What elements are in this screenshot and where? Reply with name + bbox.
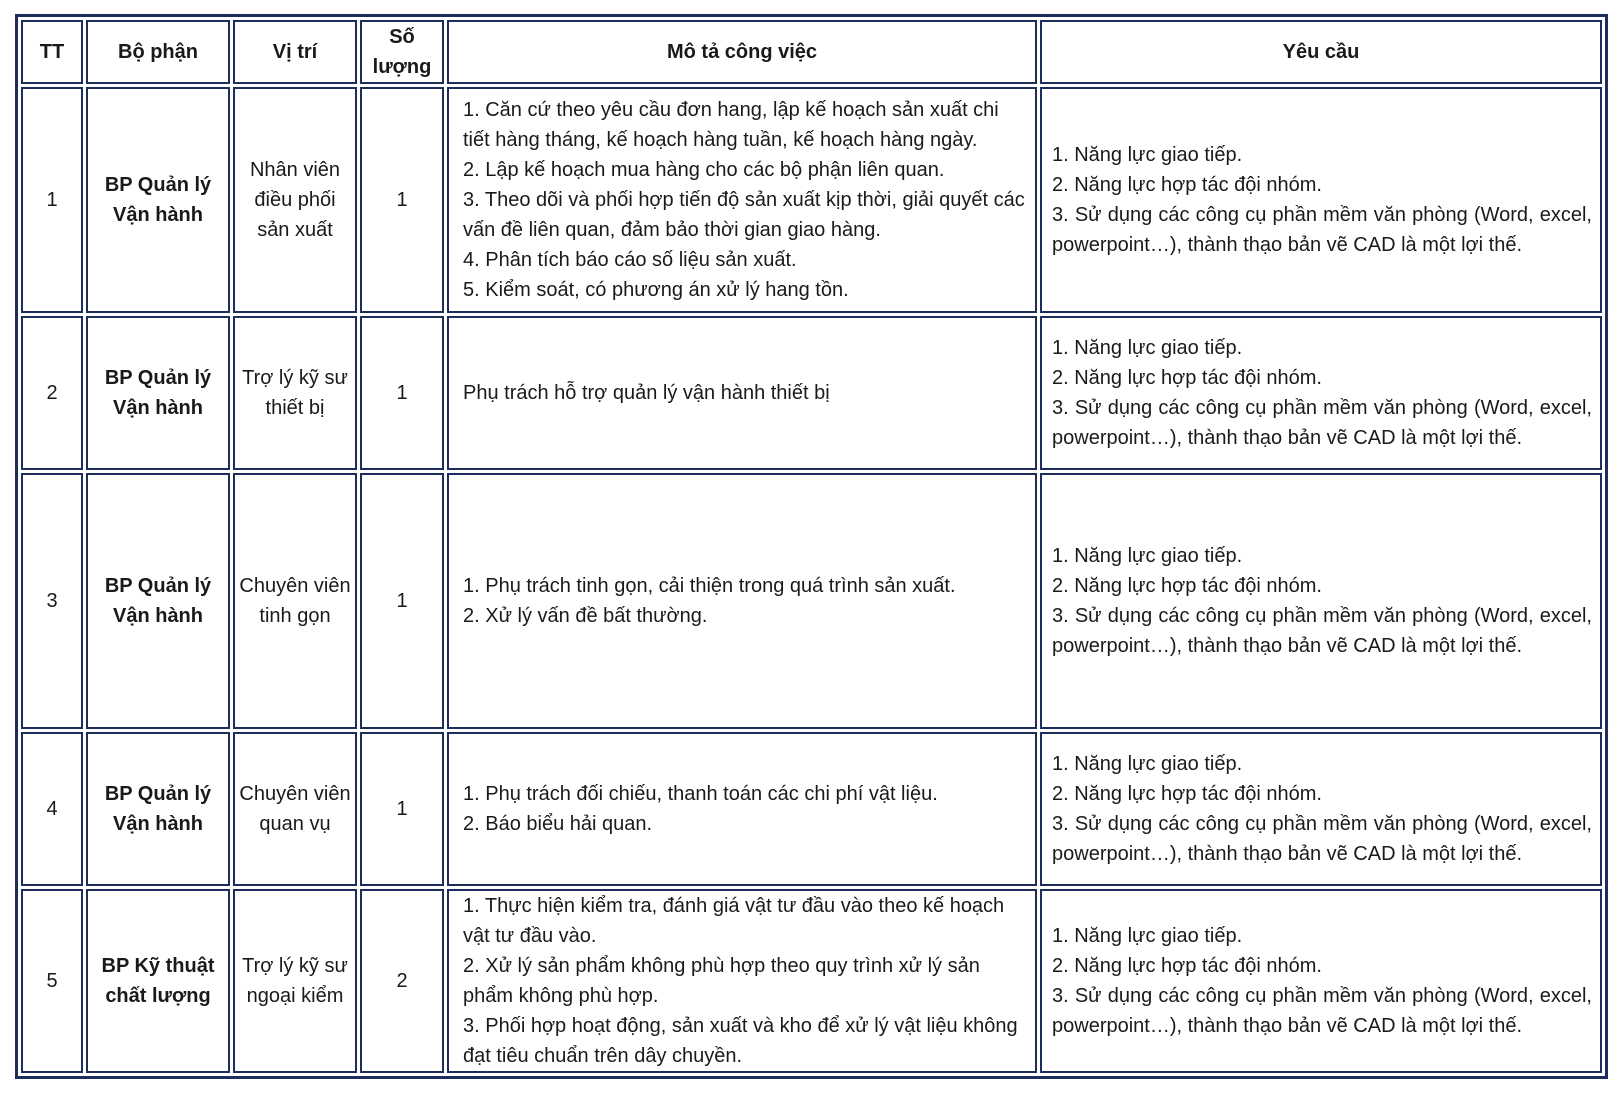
row-requirements bbox=[1040, 316, 1602, 470]
header-requirements: Yêu cầu bbox=[1040, 20, 1602, 84]
row-tt: 5 bbox=[21, 889, 83, 1073]
row-description bbox=[447, 87, 1037, 313]
requirement-line: 3. Sử dụng các công cụ phần mềm văn phòng (Word, excel, powerpoint…), thành thạo bản vẽ CAD là một lợi thế. bbox=[1052, 204, 1592, 256]
description-line: 2. Xử lý sản phẩm không phù hợp theo quy trình xử lý sản phẩm không phù hợp. bbox=[463, 955, 980, 1007]
row-position: Chuyên viên quan vụ bbox=[233, 732, 357, 886]
description-line: 1. Phụ trách đối chiếu, thanh toán các chi phí vật liệu. bbox=[463, 783, 938, 805]
row-description bbox=[447, 889, 1037, 1073]
row-tt: 1 bbox=[21, 87, 83, 313]
row-position: Chuyên viên tinh gọn bbox=[233, 473, 357, 729]
requirement-line: 2. Năng lực hợp tác đội nhóm. bbox=[1052, 955, 1322, 977]
requirement-line: 1. Năng lực giao tiếp. bbox=[1052, 337, 1243, 359]
requirement-line: 3. Sử dụng các công cụ phần mềm văn phòng (Word, excel, powerpoint…), thành thạo bản vẽ CAD là một lợi thế. bbox=[1052, 605, 1592, 657]
row-quantity: 1 bbox=[360, 473, 444, 729]
description-line: 2. Lập kế hoạch mua hàng cho các bộ phận liên quan. bbox=[463, 159, 945, 181]
job-table-container bbox=[15, 14, 1605, 1079]
description-line: 3. Theo dõi và phối hợp tiến độ sản xuất kịp thời, giải quyết các vấn đề liên quan, đảm bảo thời gian giao hàng. bbox=[463, 189, 1025, 241]
requirement-line: 2. Năng lực hợp tác đội nhóm. bbox=[1052, 174, 1322, 196]
requirement-line: 1. Năng lực giao tiếp. bbox=[1052, 925, 1243, 947]
requirement-line: 3. Sử dụng các công cụ phần mềm văn phòng (Word, excel, powerpoint…), thành thạo bản vẽ CAD là một lợi thế. bbox=[1052, 397, 1592, 449]
description-line: 1. Căn cứ theo yêu cầu đơn hang, lập kế hoạch sản xuất chi tiết hàng tháng, kế hoạch hàng tuần, kế hoạch hàng ngày. bbox=[463, 99, 999, 151]
description-line: 1. Phụ trách tinh gọn, cải thiện trong quá trình sản xuất. bbox=[463, 575, 956, 597]
row-department: BP Kỹ thuật chất lượng bbox=[86, 889, 230, 1073]
row-description bbox=[447, 316, 1037, 470]
description-line: 3. Phối hợp hoạt động, sản xuất và kho để xử lý vật liệu không đạt tiêu chuẩn trên dây chuyền. bbox=[463, 1015, 1018, 1067]
requirement-line: 2. Năng lực hợp tác đội nhóm. bbox=[1052, 783, 1322, 805]
description-line: 1. Thực hiện kiểm tra, đánh giá vật tư đầu vào theo kế hoạch vật tư đầu vào. bbox=[463, 895, 1005, 947]
row-department: BP Quản lý Vận hành bbox=[86, 316, 230, 470]
description-line: 2. Xử lý vấn đề bất thường. bbox=[463, 605, 708, 627]
table-row bbox=[21, 732, 1602, 886]
row-tt: 4 bbox=[21, 732, 83, 886]
table-row bbox=[21, 889, 1602, 1073]
row-tt: 3 bbox=[21, 473, 83, 729]
row-tt: 2 bbox=[21, 316, 83, 470]
row-quantity: 1 bbox=[360, 732, 444, 886]
row-description bbox=[447, 732, 1037, 886]
header-quantity: Số lượng bbox=[360, 20, 444, 84]
row-quantity: 2 bbox=[360, 889, 444, 1073]
row-position: Nhân viên điều phối sản xuất bbox=[233, 87, 357, 313]
requirement-line: 1. Năng lực giao tiếp. bbox=[1052, 545, 1243, 567]
row-requirements bbox=[1040, 889, 1602, 1073]
requirement-line: 2. Năng lực hợp tác đội nhóm. bbox=[1052, 575, 1322, 597]
description-line: 5. Kiểm soát, có phương án xử lý hang tồn. bbox=[463, 279, 849, 301]
requirement-line: 1. Năng lực giao tiếp. bbox=[1052, 753, 1243, 775]
row-requirements bbox=[1040, 473, 1602, 729]
requirement-line: 3. Sử dụng các công cụ phần mềm văn phòng (Word, excel, powerpoint…), thành thạo bản vẽ CAD là một lợi thế. bbox=[1052, 985, 1592, 1037]
header-tt: TT bbox=[21, 20, 83, 84]
description-line: 4. Phân tích báo cáo số liệu sản xuất. bbox=[463, 249, 797, 271]
row-department: BP Quản lý Vận hành bbox=[86, 87, 230, 313]
table-row bbox=[21, 87, 1602, 313]
row-requirements bbox=[1040, 87, 1602, 313]
row-department: BP Quản lý Vận hành bbox=[86, 473, 230, 729]
requirement-line: 3. Sử dụng các công cụ phần mềm văn phòng (Word, excel, powerpoint…), thành thạo bản vẽ CAD là một lợi thế. bbox=[1052, 813, 1592, 865]
row-quantity: 1 bbox=[360, 87, 444, 313]
header-position: Vị trí bbox=[233, 20, 357, 84]
job-openings-table bbox=[15, 14, 1608, 1079]
row-position: Trợ lý kỹ sư thiết bị bbox=[233, 316, 357, 470]
row-quantity: 1 bbox=[360, 316, 444, 470]
row-requirements bbox=[1040, 732, 1602, 886]
header-department: Bộ phận bbox=[86, 20, 230, 84]
row-description bbox=[447, 473, 1037, 729]
requirement-line: 2. Năng lực hợp tác đội nhóm. bbox=[1052, 367, 1322, 389]
header-description: Mô tả công việc bbox=[447, 20, 1037, 84]
description-line: 2. Báo biểu hải quan. bbox=[463, 813, 653, 835]
header-row bbox=[21, 20, 1602, 84]
row-position: Trợ lý kỹ sư ngoại kiểm bbox=[233, 889, 357, 1073]
requirement-line: 1. Năng lực giao tiếp. bbox=[1052, 144, 1243, 166]
table-row bbox=[21, 316, 1602, 470]
description-line: Phụ trách hỗ trợ quản lý vận hành thiết bị bbox=[463, 382, 830, 404]
row-department: BP Quản lý Vận hành bbox=[86, 732, 230, 886]
table-row bbox=[21, 473, 1602, 729]
